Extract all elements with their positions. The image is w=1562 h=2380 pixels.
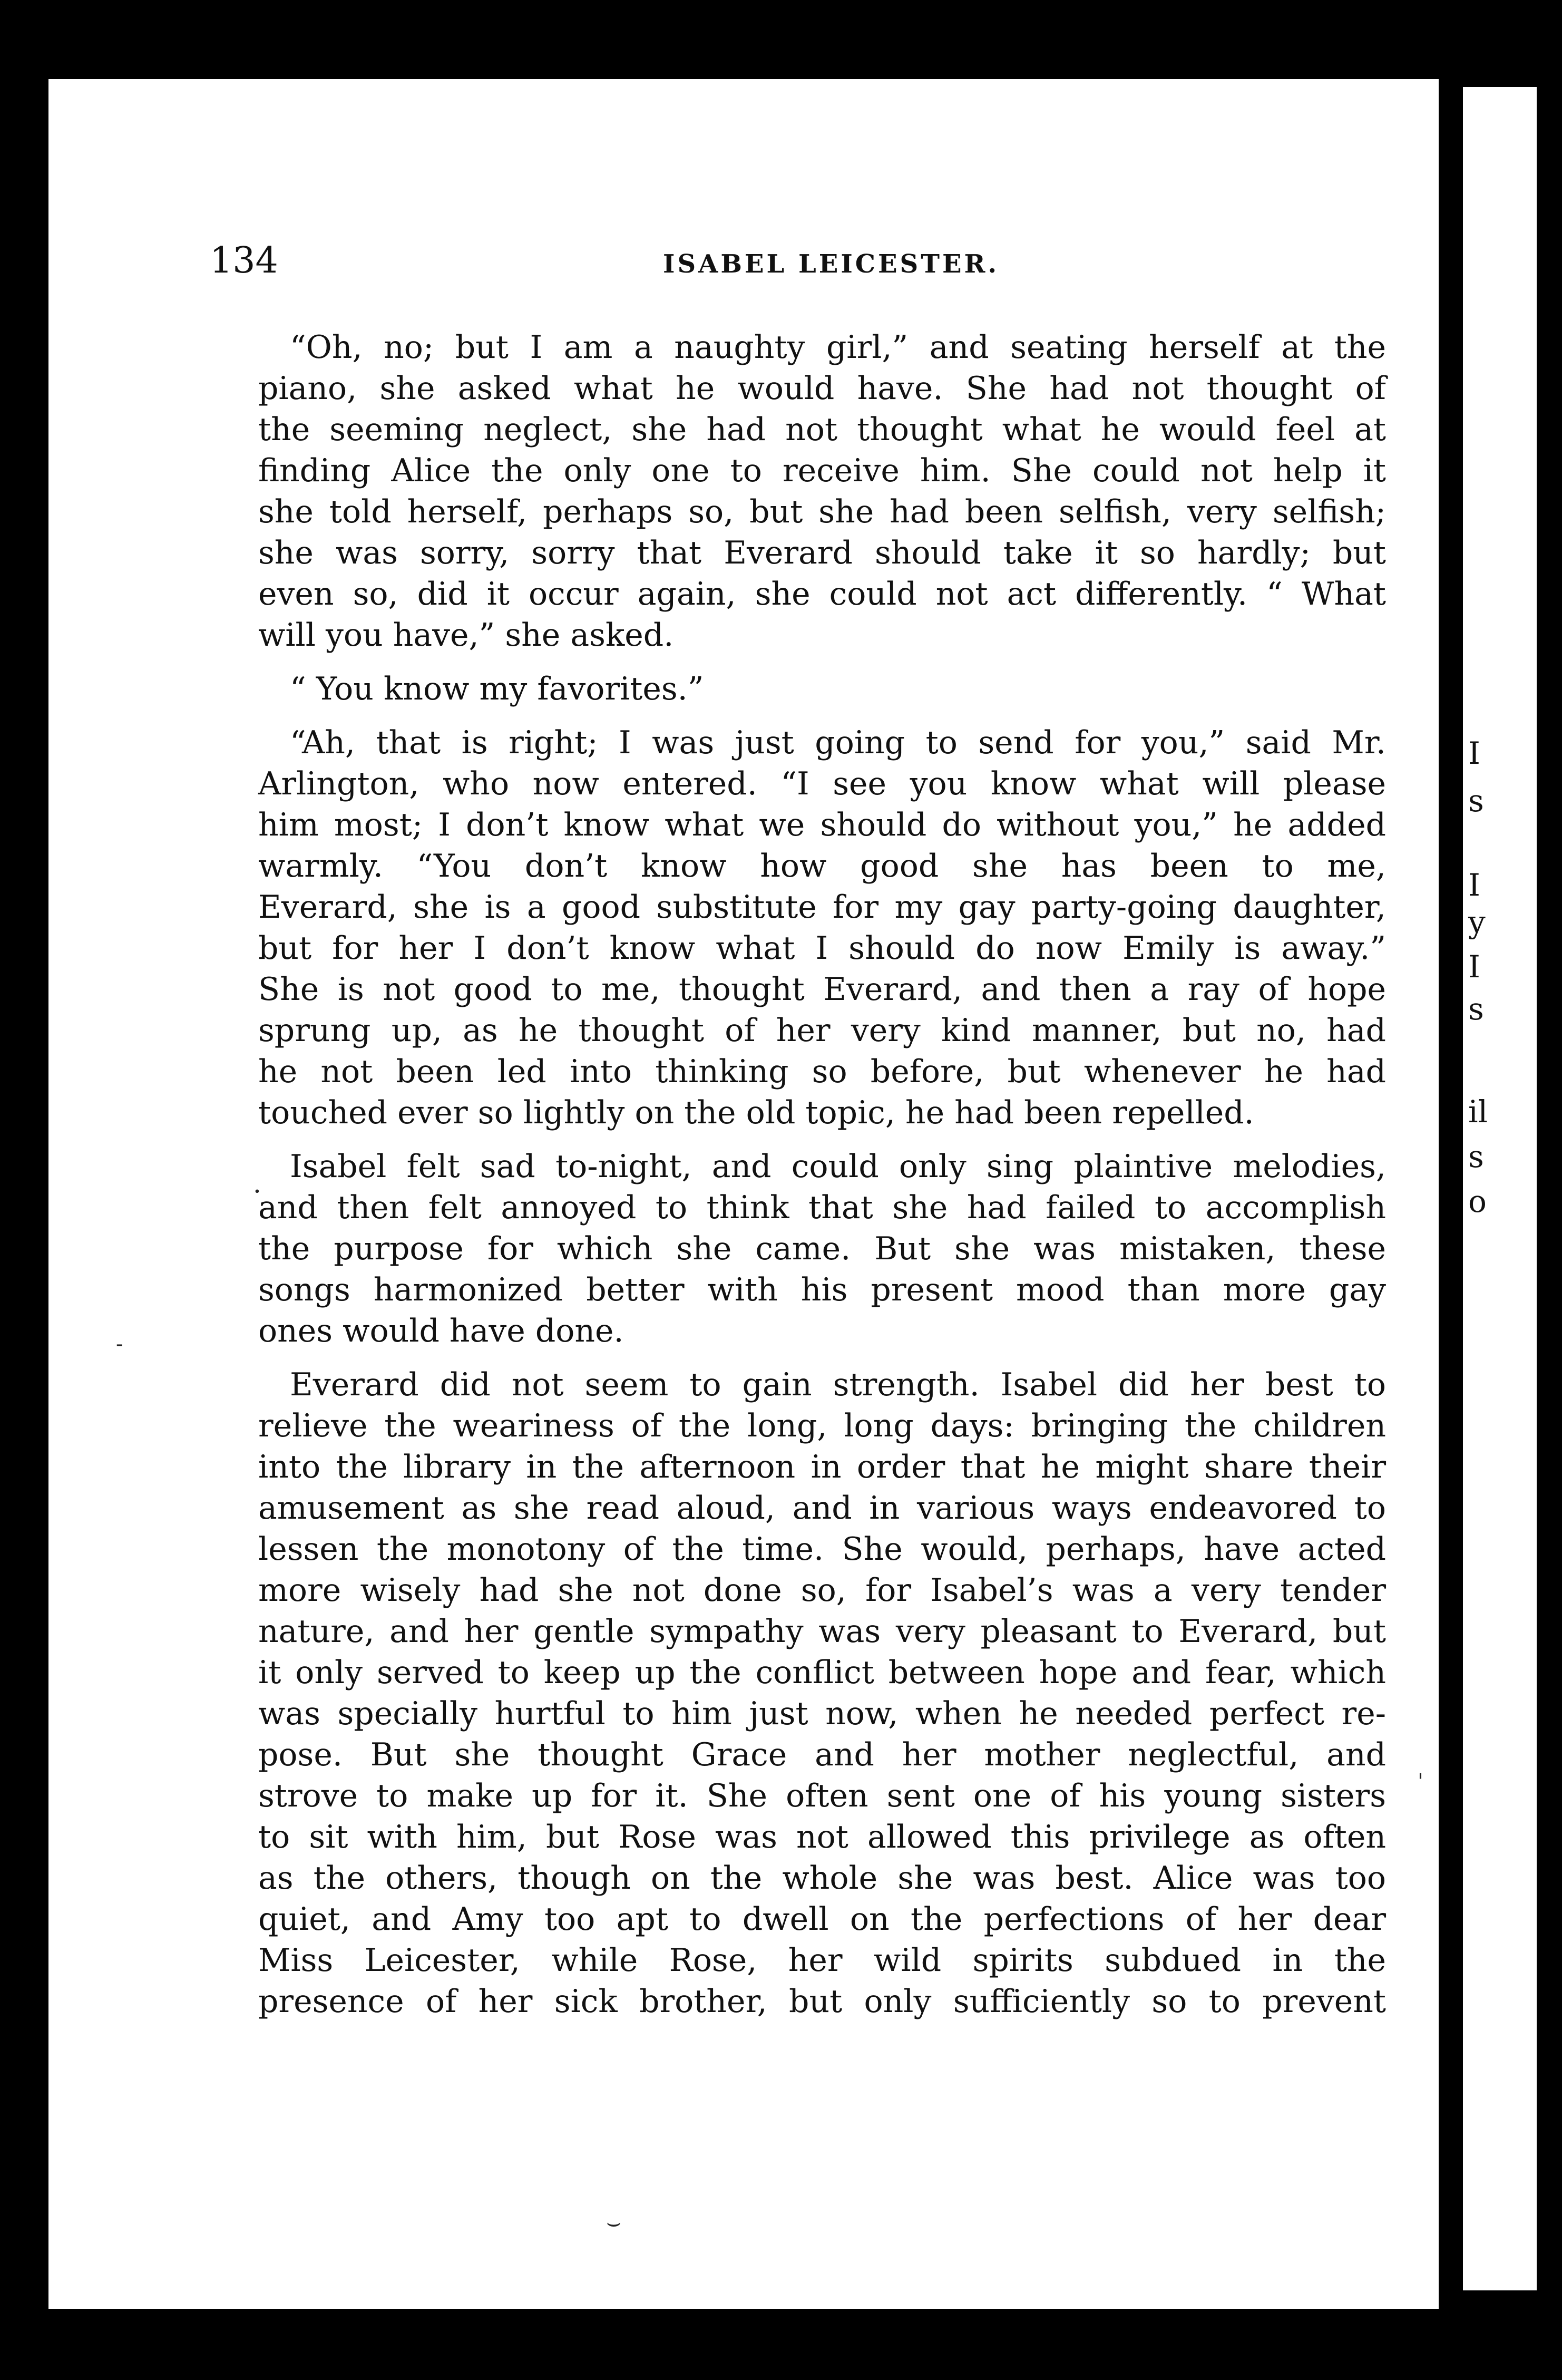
adjacent-page-fragment: s [1468, 783, 1484, 819]
adjacent-page-fragment: I [1468, 735, 1480, 771]
text-line: presence of her sick brother, but only sufficiently so to prevent [258, 1983, 1386, 2020]
text-line: “ You know my favorites.” [290, 671, 704, 707]
text-line: as the others, though on the whole she was best. Alice was too [258, 1860, 1386, 1897]
text-line: will you have,” she asked. [258, 617, 674, 654]
adjacent-page-fragment: s [1468, 1139, 1484, 1174]
paragraph [258, 327, 1386, 656]
text-line: Miss Leicester, while Rose, her wild spirits subdued in the [258, 1942, 1386, 1979]
margin-speck: ⌣ [606, 2209, 621, 2236]
adjacent-page-edge [1463, 87, 1537, 2290]
text-line: she was sorry, sorry that Everard should take it so hardly; but [258, 535, 1386, 571]
text-line: Arlington, who now entered. “I see you know what will please [258, 765, 1386, 802]
margin-speck: · [253, 1176, 261, 1207]
text-line: She is not good to me, thought Everard, and then a ray of hope [258, 971, 1386, 1008]
text-line: to sit with him, but Rose was not allowed this privilege as often [258, 1819, 1386, 1856]
text-line: was specially hurtful to him just now, when he needed perfect re- [258, 1695, 1386, 1732]
margin-speck: ' [1418, 1770, 1423, 1794]
body-text [258, 327, 1386, 2022]
text-line: he not been led into thinking so before, but whenever he had [258, 1053, 1386, 1090]
text-line: piano, she asked what he would have. She had not thought of [258, 370, 1386, 407]
text-line: “Ah, that is right; I was just going to send for you,” said Mr. [290, 724, 1386, 761]
adjacent-page-fragment: s [1468, 991, 1484, 1027]
text-line: Isabel felt sad to-night, and could only sing plaintive melodies, [290, 1148, 1386, 1185]
adjacent-page-fragment: il [1468, 1094, 1488, 1130]
text-line: “Oh, no; but I am a naughty girl,” and seating herself at the [290, 329, 1386, 366]
text-line: lessen the monotony of the time. She would, perhaps, have acted [258, 1531, 1386, 1568]
text-line: pose. But she thought Grace and her mother neglectful, and [258, 1736, 1386, 1773]
adjacent-page-fragment: o [1468, 1183, 1487, 1219]
page-number: 134 [210, 240, 278, 281]
running-head [210, 240, 1422, 282]
paragraph [258, 1146, 1386, 1352]
text-line: touched ever so lightly on the old topic, he had been repelled. [258, 1094, 1254, 1131]
text-line: the purpose for which she came. But she was mistaken, these [258, 1230, 1386, 1267]
paragraph [258, 1364, 1386, 2022]
text-line: sprung up, as he thought of her very kind manner, but no, had [258, 1012, 1386, 1049]
text-line: amusement as she read aloud, and in various ways endeavored to [258, 1490, 1386, 1527]
text-line: Everard, she is a good substitute for my gay party-going daughter, [258, 889, 1386, 926]
adjacent-page-fragment: I [1468, 867, 1480, 903]
text-line: ones would have done. [258, 1313, 624, 1349]
adjacent-page-fragment: y [1468, 904, 1486, 940]
text-line: even so, did it occur again, she could not act differently. “ What [258, 576, 1386, 613]
text-line: nature, and her gentle sympathy was very pleasant to Everard, but [258, 1613, 1386, 1650]
text-line: him most; I don’t know what we should do without you,” he added [258, 807, 1386, 843]
text-line: Everard did not seem to gain strength. Isabel did her best to [290, 1366, 1386, 1403]
text-line: she told herself, perhaps so, but she had been selfish, very selfish; [258, 493, 1386, 530]
text-line: finding Alice the only one to receive him. She could not help it [258, 452, 1386, 489]
running-title: ISABEL LEICESTER. [663, 249, 1000, 279]
margin-speck: - [116, 1332, 123, 1356]
text-line: relieve the weariness of the long, long days: bringing the children [258, 1407, 1386, 1444]
text-line: more wisely had she not done so, for Isabel’s was a very tender [258, 1572, 1386, 1609]
paragraph [258, 668, 1386, 710]
text-line: strove to make up for it. She often sent one of his young sisters [258, 1777, 1386, 1814]
text-line: but for her I don’t know what I should do now Emily is away.” [258, 930, 1386, 967]
adjacent-page-fragment: I [1468, 949, 1480, 985]
text-line: songs harmonized better with his present mood than more gay [258, 1271, 1386, 1308]
text-line: quiet, and Amy too apt to dwell on the perfections of her dear [258, 1901, 1386, 1938]
text-line: and then felt annoyed to think that she had failed to accomplish [258, 1189, 1386, 1226]
text-line: it only served to keep up the conflict between hope and fear, which [258, 1654, 1386, 1691]
text-line: into the library in the afternoon in order that he might share their [258, 1449, 1386, 1485]
text-line: warmly. “You don’t know how good she has been to me, [258, 848, 1386, 885]
text-line: the seeming neglect, she had not thought what he would feel at [258, 411, 1386, 448]
paragraph [258, 722, 1386, 1133]
